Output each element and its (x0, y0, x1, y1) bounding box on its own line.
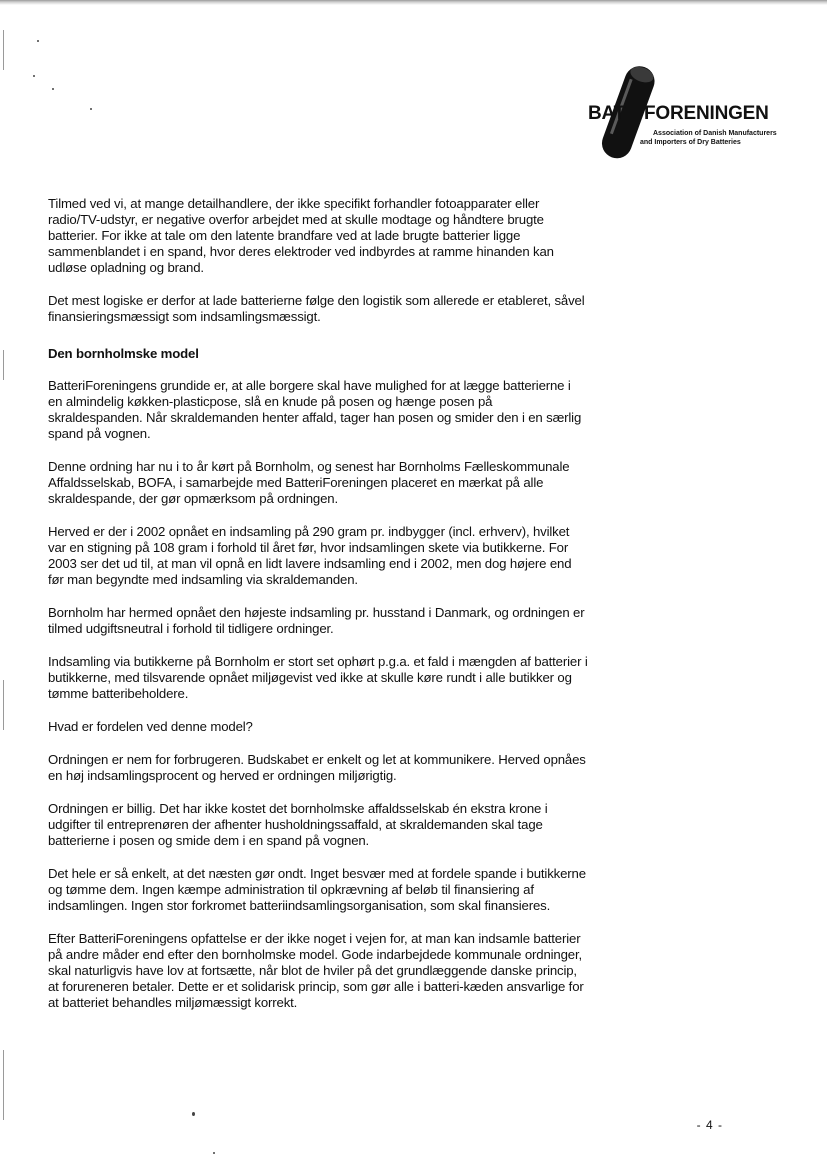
paragraph: Bornholm har hermed opnået den højeste indsamling pr. husstand i Danmark, og ordningen er tilmed udgiftsneutral i forhold til tidligere ordninger. (48, 605, 585, 636)
batteriforeningen-logo (588, 66, 788, 166)
paragraph: Hvad er fordelen ved denne model? (48, 719, 253, 734)
paragraph: Det mest logiske er derfor at lade batterierne følge den logistik som allerede er etableret, såvel finansieringsmæssigt som indsamlingsmæssigt. (48, 293, 585, 324)
page-number: - 4 - (696, 1118, 723, 1132)
scan-speck (33, 75, 35, 77)
document-body (48, 196, 588, 1028)
section-heading: Den bornholmske model (48, 346, 199, 361)
paragraph: Tilmed ved vi, at mange detailhandlere, der ikke specifikt forhandler fotoapparater eller radio/TV-udstyr, er negative overfor arbejdet med at skulle modtage og håndtere brugte batterier. For ikke at tale om den latente brandfare ved at lade brugte batterier ligge sammenblandet i en spand, hvor deres elektroder ved indbyrdes at ramme hinanden kan udløse opladning og brand. (48, 196, 554, 275)
scan-speck (52, 88, 54, 90)
scan-speck (213, 1152, 215, 1154)
paragraph: Det hele er så enkelt, at det næsten gør ondt. Inget besvær med at fordele spande i butikkerne og tømme dem. Ingen kæmpe administration til opkrævning af beløb til finansiering af indsamlingen. Ingen stor forkromet batteriindsamlingsorganisation, som skal finansieres. (48, 866, 586, 913)
scan-speck (37, 40, 39, 42)
paragraph: Denne ordning har nu i to år kørt på Bornholm, og senest har Bornholms Fælleskommunale Affaldsselskab, BOFA, i samarbejde med BatteriForeningen placeret en mærkat på alle skraldespande, der gør opmærksom på ordningen. (48, 459, 570, 506)
paragraph: BatteriForeningens grundide er, at alle borgere skal have mulighed for at lægge batterierne i en almindelig køkken-plasticpose, slå en knude på posen og hænge posen på skraldespanden. Når skraldemanden henter affald, tager han posen og smider den i en særlig spand på vognen. (48, 378, 582, 441)
paragraph: Ordningen er nem for forbrugeren. Budskabet er enkelt og let at kommunikere. Herved opnåes en høj indsamlingsprocent og herved er ordningen miljørigtig. (48, 752, 586, 783)
scan-edge-mark (3, 30, 4, 70)
scan-edge-mark (3, 680, 4, 730)
scan-edge-mark (3, 1050, 4, 1120)
paragraph: Herved er der i 2002 opnået en indsamling på 290 gram pr. indbygger (incl. erhverv), hvilket var en stigning på 108 gram i forhold til året før, hvor indsamlingen skete via butikkerne. For 2003 ser det ud til, at man vil opnå en lidt lavere indsamling end i 2002, men dog højere end før man begyndte med indsamling via skraldemanden. (48, 524, 572, 587)
paragraph: Efter BatteriForeningens opfattelse er der ikke noget i vejen for, at man kan indsamle batterier på andre måder end efter den bornholmske model. Gode indarbejdede kommunale ordninger, skal naturligvis have lov at fortsætte, når blot de hviler på det grundlæggende danske princip, at forureneren betaler. Dette er et solidarisk princip, som gør alle i batteri-kæden ansvarlige for at batteriet behandles miljømæssigt korrekt. (48, 931, 584, 1010)
scan-speck (192, 1112, 195, 1116)
logo-subtitle-line: and Importers of Dry Batteries (640, 139, 741, 146)
logo-subtitle-line: Association of Danish Manufacturers (653, 130, 777, 137)
logo-wordmark-tail: FORENINGEN (644, 103, 769, 124)
logo-wordmark-lead: BAT (588, 103, 626, 124)
scan-border-top (0, 0, 827, 5)
scan-speck (90, 108, 92, 110)
paragraph: Ordningen er billig. Det har ikke kostet det bornholmske affaldsselskab én ekstra krone i udgifter til entreprenøren der afhenter husholdningssaffald, at skraldemanden skal tage batterierne i posen og smide dem i en spand på vognen. (48, 801, 548, 848)
paragraph: Indsamling via butikkerne på Bornholm er stort set ophørt p.g.a. et fald i mængden af batterier i butikkerne, med tilsvarende opnået miljøgevist ved ikke at skulle køre rundt i alle butikker og tømme batteribeholdere. (48, 654, 588, 701)
logo-subtitle (640, 129, 800, 147)
scan-edge-mark (3, 350, 4, 380)
